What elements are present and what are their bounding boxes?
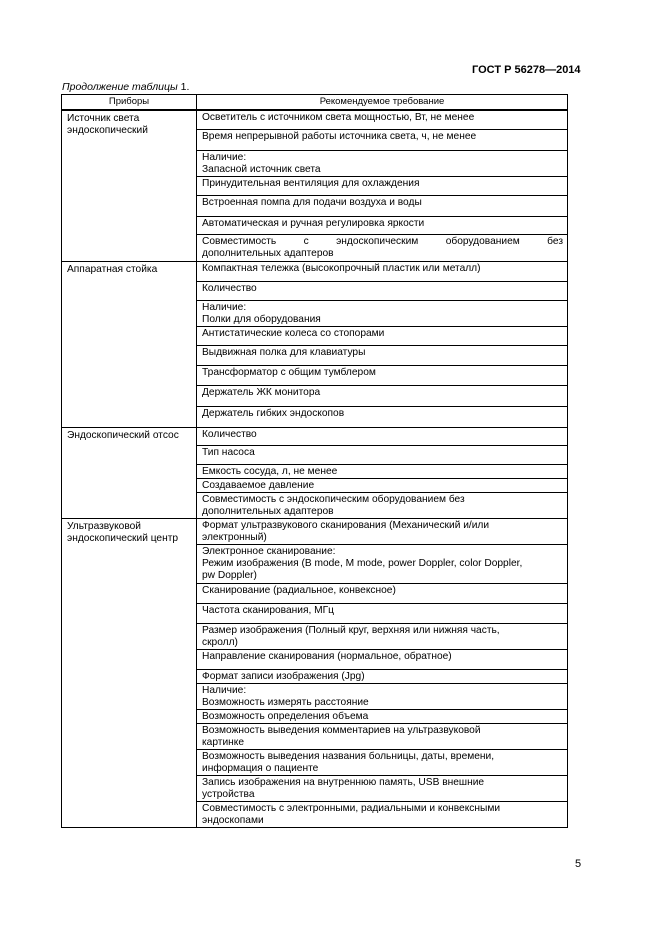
table-row: [62, 261, 568, 281]
requirement-cell: Автоматическая и ручная регулировка яркости: [197, 216, 568, 234]
requirement-cell: Совместимость с эндоскопическим оборудованием без дополнительных адаптеров: [197, 492, 568, 518]
requirement-cell: Принудительная вентиляция для охлаждения: [197, 176, 568, 195]
requirements-table: [61, 94, 568, 828]
requirement-cell: Направление сканирования (нормальное, обратное): [197, 649, 568, 669]
table-row: [62, 518, 568, 544]
device-name-cell: Аппаратная стойка: [62, 261, 197, 427]
requirement-cell: Трансформатор с общим тумблером: [197, 365, 568, 385]
column-header-devices: Приборы: [62, 95, 197, 111]
requirement-cell: Тип насоса: [197, 445, 568, 464]
requirement-cell: Емкость сосуда, л, не менее: [197, 464, 568, 478]
table-row: [62, 110, 568, 129]
requirement-cell: Формат ультразвукового сканирования (Механический и/или электронный): [197, 518, 568, 544]
table-body: [62, 110, 568, 827]
table-row: [62, 427, 568, 445]
continuation-label: Продолжение таблицы: [62, 81, 178, 93]
column-header-requirement: Рекомендуемое требование: [197, 95, 568, 111]
requirement-cell: Возможность определения объема: [197, 709, 568, 723]
requirement-cell: Компактная тележка (высокопрочный пластик или металл): [197, 261, 568, 281]
requirement-cell: Создаваемое давление: [197, 478, 568, 492]
device-name-cell: Источник света эндоскопический: [62, 110, 197, 261]
continuation-table-number: 1.: [177, 81, 190, 93]
requirement-cell: Держатель ЖК монитора: [197, 385, 568, 406]
requirement-cell: Осветитель с источником света мощностью, Вт, не менее: [197, 110, 568, 129]
requirement-cell: Сканирование (радиальное, конвексное): [197, 583, 568, 603]
requirement-cell: Антистатические колеса со стопорами: [197, 326, 568, 345]
requirement-cell: Запись изображения на внутреннюю память, USB внешние устройства: [197, 775, 568, 801]
requirement-cell: Выдвижная полка для клавиатуры: [197, 345, 568, 365]
requirement-cell: Количество: [197, 427, 568, 445]
requirement-cell: Электронное сканирование: Режим изображения (B mode, M mode, power Doppler, color Doppler, pw Doppler): [197, 544, 568, 583]
requirement-cell: Наличие: Запасной источник света: [197, 150, 568, 176]
requirement-cell: Совместимость с электронными, радиальными и конвексными эндоскопами: [197, 801, 568, 827]
requirement-cell: Возможность выведения названия больницы, даты, времени, информация о пациенте: [197, 749, 568, 775]
requirement-cell: Встроенная помпа для подачи воздуха и воды: [197, 195, 568, 216]
requirement-cell: Держатель гибких эндоскопов: [197, 406, 568, 427]
requirement-cell: Наличие: Полки для оборудования: [197, 300, 568, 326]
document-standard-number: ГОСТ Р 56278—2014: [472, 64, 581, 76]
requirement-cell: Наличие: Возможность измерять расстояние: [197, 683, 568, 709]
device-name-cell: Ультразвуковой эндоскопический центр: [62, 518, 197, 827]
requirement-cell: Частота сканирования, МГц: [197, 603, 568, 623]
requirement-cell: Время непрерывной работы источника света, ч, не менее: [197, 129, 568, 150]
table-header-row: [62, 95, 568, 111]
page-number: 5: [575, 858, 582, 870]
requirement-cell: Возможность выведения комментариев на ультразвуковой картинке: [197, 723, 568, 749]
requirement-cell: Формат записи изображения (Jpg): [197, 669, 568, 683]
device-name-cell: Эндоскопический отсос: [62, 427, 197, 518]
requirement-cell: Количество: [197, 281, 568, 300]
requirement-cell: Совместимость с эндоскопическим оборудованием без дополнительных адаптеров: [197, 234, 568, 261]
requirement-cell: Размер изображения (Полный круг, верхняя или нижняя часть, скролл): [197, 623, 568, 649]
table-continuation-caption: [62, 81, 189, 93]
